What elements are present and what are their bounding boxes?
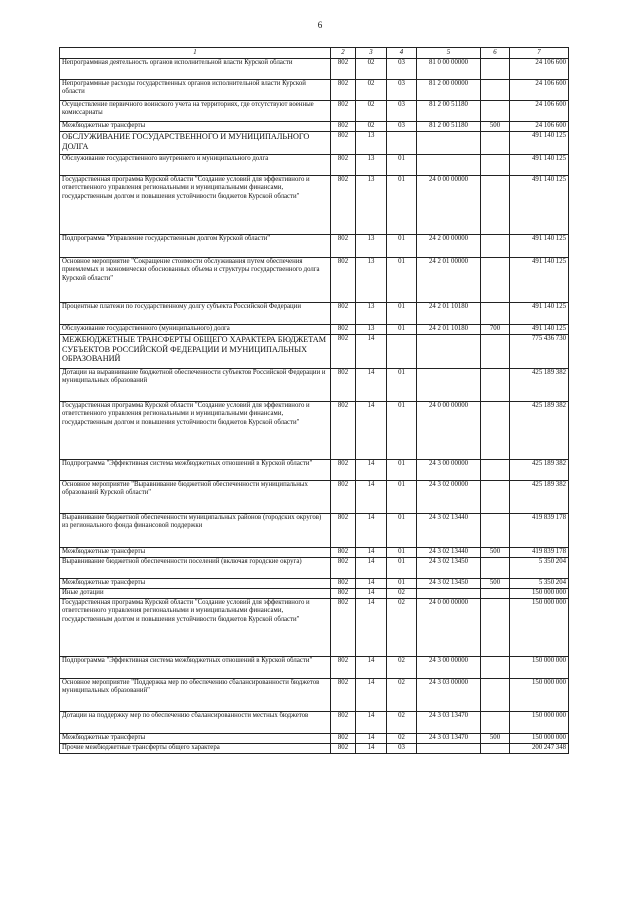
row-grbs: 802 <box>331 122 356 132</box>
row-name: Основное мероприятие "Поддержка мер по обеспечению сбалансированности бюджетов муниципальных образований" <box>60 679 331 712</box>
table-row <box>60 589 569 599</box>
row-target-article: 24 2 01 00000 <box>417 258 481 303</box>
row-subsection: 02 <box>387 589 417 599</box>
row-expense-type: 500 <box>481 548 510 558</box>
row-target-article: 81 2 00 00000 <box>417 80 481 101</box>
row-target-article: 24 3 00 00000 <box>417 657 481 679</box>
header-amount: 7 <box>510 48 569 59</box>
row-amount: 491 140 125 <box>510 303 569 325</box>
header-subsection: 4 <box>387 48 417 59</box>
row-subsection: 01 <box>387 303 417 325</box>
row-name: Выравнивание бюджетной обеспеченности муниципальных районов (городских округов) из регионального фонда финансовой поддержки <box>60 514 331 548</box>
row-grbs: 802 <box>331 712 356 734</box>
row-expense-type <box>481 132 510 155</box>
row-grbs: 802 <box>331 155 356 176</box>
table-row <box>60 122 569 132</box>
row-section: 14 <box>356 402 387 460</box>
row-name: Межбюджетные трансферты <box>60 548 331 558</box>
row-amount: 419 839 178 <box>510 548 569 558</box>
row-name: Основное мероприятие "Сокращение стоимости обслуживания путем обеспечения приемлемых и экономически обоснованных объема и структуры государственного долга Курской области" <box>60 258 331 303</box>
row-subsection: 01 <box>387 579 417 589</box>
row-amount: 491 140 125 <box>510 132 569 155</box>
row-target-article: 24 2 01 10180 <box>417 325 481 335</box>
header-section: 3 <box>356 48 387 59</box>
table-row <box>60 59 569 80</box>
table-row <box>60 558 569 579</box>
row-target-article <box>417 744 481 754</box>
row-amount: 425 189 382 <box>510 460 569 481</box>
row-name: Непрограммные расходы государственных органов исполнительной власти Курской области <box>60 80 331 101</box>
row-name: Прочие межбюджетные трансферты общего характера <box>60 744 331 754</box>
row-name: Межбюджетные трансферты <box>60 579 331 589</box>
row-name: Подпрограмма "Эффективная система межбюджетных отношений в Курской области" <box>60 460 331 481</box>
row-target-article <box>417 335 481 369</box>
row-section: 13 <box>356 176 387 235</box>
row-section: 14 <box>356 579 387 589</box>
row-subsection: 01 <box>387 514 417 548</box>
row-section: 14 <box>356 734 387 744</box>
row-amount: 150 000 000 <box>510 679 569 712</box>
row-section: 14 <box>356 460 387 481</box>
table-row <box>60 258 569 303</box>
table-row <box>60 369 569 402</box>
row-section: 14 <box>356 599 387 657</box>
row-target-article: 24 2 01 10180 <box>417 303 481 325</box>
table-row <box>60 325 569 335</box>
row-name: Подпрограмма "Управление государственным долгом Курской области" <box>60 235 331 258</box>
row-amount: 150 000 000 <box>510 657 569 679</box>
row-amount: 5 350 204 <box>510 579 569 589</box>
row-grbs: 802 <box>331 369 356 402</box>
row-amount: 200 247 348 <box>510 744 569 754</box>
row-subsection <box>387 335 417 369</box>
header-name: 1 <box>60 48 331 59</box>
row-expense-type <box>481 155 510 176</box>
row-grbs: 802 <box>331 514 356 548</box>
row-grbs: 802 <box>331 548 356 558</box>
row-amount: 425 189 382 <box>510 402 569 460</box>
row-expense-type <box>481 460 510 481</box>
table-row <box>60 132 569 155</box>
row-target-article: 24 0 00 00000 <box>417 176 481 235</box>
row-subsection: 01 <box>387 258 417 303</box>
row-expense-type: 700 <box>481 325 510 335</box>
row-expense-type <box>481 744 510 754</box>
row-name: Дотации на выравнивание бюджетной обеспеченности субъектов Российской Федерации и муниципальных образований <box>60 369 331 402</box>
table-row <box>60 176 569 235</box>
row-section: 14 <box>356 657 387 679</box>
row-amount: 419 839 178 <box>510 514 569 548</box>
row-name: Осуществление первичного воинского учета на территориях, где отсутствуют военные комиссариаты <box>60 101 331 122</box>
row-subsection: 01 <box>387 325 417 335</box>
row-grbs: 802 <box>331 589 356 599</box>
row-expense-type <box>481 514 510 548</box>
row-expense-type <box>481 176 510 235</box>
page-number: 6 <box>317 20 323 30</box>
row-name: Межбюджетные трансферты <box>60 122 331 132</box>
row-expense-type <box>481 303 510 325</box>
row-name: МЕЖБЮДЖЕТНЫЕ ТРАНСФЕРТЫ ОБЩЕГО ХАРАКТЕРА БЮДЖЕТАМ СУБЪЕКТОВ РОССИЙСКОЙ ФЕДЕРАЦИИ И МУНИЦИПАЛЬНЫХ ОБРАЗОВАНИЙ <box>60 335 331 369</box>
row-subsection: 01 <box>387 460 417 481</box>
table-row <box>60 335 569 369</box>
row-subsection <box>387 132 417 155</box>
row-section: 02 <box>356 80 387 101</box>
table-row <box>60 712 569 734</box>
row-section: 13 <box>356 325 387 335</box>
row-grbs: 802 <box>331 235 356 258</box>
row-grbs: 802 <box>331 679 356 712</box>
row-name: ОБСЛУЖИВАНИЕ ГОСУДАРСТВЕННОГО И МУНИЦИПАЛЬНОГО ДОЛГА <box>60 132 331 155</box>
row-amount: 150 000 000 <box>510 712 569 734</box>
row-name: Обслуживание государственного внутреннего и муниципального долга <box>60 155 331 176</box>
row-expense-type <box>481 59 510 80</box>
row-name: Государственная программа Курской области "Создание условий для эффективного и ответственного управления региональными и муниципальными финансами, государственным долгом и повышения устойчивости бюджетов Курской области" <box>60 599 331 657</box>
row-section: 13 <box>356 258 387 303</box>
row-subsection: 01 <box>387 548 417 558</box>
row-subsection: 01 <box>387 402 417 460</box>
row-target-article: 24 3 02 13440 <box>417 548 481 558</box>
row-target-article: 24 3 03 13470 <box>417 712 481 734</box>
row-amount: 24 106 600 <box>510 101 569 122</box>
row-target-article <box>417 589 481 599</box>
row-expense-type <box>481 558 510 579</box>
row-subsection: 01 <box>387 481 417 514</box>
row-subsection: 02 <box>387 657 417 679</box>
row-section: 14 <box>356 481 387 514</box>
row-name: Межбюджетные трансферты <box>60 734 331 744</box>
row-grbs: 802 <box>331 101 356 122</box>
row-section: 14 <box>356 712 387 734</box>
table-row <box>60 303 569 325</box>
row-section: 13 <box>356 235 387 258</box>
row-section: 13 <box>356 155 387 176</box>
row-target-article <box>417 369 481 402</box>
row-grbs: 802 <box>331 558 356 579</box>
row-expense-type <box>481 657 510 679</box>
row-grbs: 802 <box>331 599 356 657</box>
row-target-article <box>417 155 481 176</box>
row-amount: 491 140 125 <box>510 258 569 303</box>
row-section: 14 <box>356 514 387 548</box>
table-body <box>60 59 569 754</box>
table-row <box>60 481 569 514</box>
table-header-row <box>60 48 569 59</box>
row-expense-type <box>481 80 510 101</box>
row-expense-type <box>481 369 510 402</box>
row-name: Непрограммная деятельность органов исполнительной власти Курской области <box>60 59 331 80</box>
row-section: 14 <box>356 335 387 369</box>
row-name: Государственная программа Курской области "Создание условий для эффективного и ответственного управления региональными и муниципальными финансами, государственным долгом и повышения устойчивости бюджетов Курской области" <box>60 176 331 235</box>
row-expense-type <box>481 481 510 514</box>
table-row <box>60 101 569 122</box>
table-row <box>60 744 569 754</box>
table-row <box>60 679 569 712</box>
row-grbs: 802 <box>331 258 356 303</box>
header-target-article: 5 <box>417 48 481 59</box>
row-grbs: 802 <box>331 325 356 335</box>
row-grbs: 802 <box>331 335 356 369</box>
row-grbs: 802 <box>331 132 356 155</box>
table-row <box>60 80 569 101</box>
row-target-article: 24 3 02 00000 <box>417 481 481 514</box>
row-section: 14 <box>356 548 387 558</box>
row-subsection: 02 <box>387 599 417 657</box>
row-target-article <box>417 132 481 155</box>
row-expense-type <box>481 235 510 258</box>
row-amount: 24 106 600 <box>510 80 569 101</box>
table-row <box>60 579 569 589</box>
row-amount: 491 140 125 <box>510 155 569 176</box>
row-expense-type <box>481 258 510 303</box>
table-row <box>60 402 569 460</box>
row-section: 14 <box>356 744 387 754</box>
row-grbs: 802 <box>331 734 356 744</box>
row-amount: 491 140 125 <box>510 235 569 258</box>
header-grbs: 2 <box>331 48 356 59</box>
row-amount: 5 350 204 <box>510 558 569 579</box>
row-expense-type <box>481 712 510 734</box>
row-subsection: 03 <box>387 80 417 101</box>
row-expense-type <box>481 599 510 657</box>
row-name: Государственная программа Курской области "Создание условий для эффективного и ответственного управления региональными и муниципальными финансами, государственным долгом и повышения устойчивости бюджетов Курской области" <box>60 402 331 460</box>
row-subsection: 01 <box>387 176 417 235</box>
row-grbs: 802 <box>331 80 356 101</box>
row-section: 14 <box>356 558 387 579</box>
row-grbs: 802 <box>331 744 356 754</box>
row-expense-type: 500 <box>481 579 510 589</box>
row-expense-type <box>481 679 510 712</box>
row-subsection: 03 <box>387 59 417 80</box>
row-target-article: 24 0 00 00000 <box>417 402 481 460</box>
row-amount: 425 189 382 <box>510 481 569 514</box>
row-name: Выравнивание бюджетной обеспеченности поселений (включая городские округа) <box>60 558 331 579</box>
row-target-article: 24 3 02 13440 <box>417 514 481 548</box>
row-expense-type <box>481 101 510 122</box>
table-row <box>60 657 569 679</box>
row-target-article: 81 2 00 51180 <box>417 122 481 132</box>
row-target-article: 24 3 02 13450 <box>417 579 481 589</box>
row-expense-type <box>481 402 510 460</box>
row-grbs: 802 <box>331 402 356 460</box>
row-amount: 24 106 600 <box>510 59 569 80</box>
row-grbs: 802 <box>331 176 356 235</box>
row-section: 02 <box>356 59 387 80</box>
row-grbs: 802 <box>331 657 356 679</box>
table-row <box>60 460 569 481</box>
row-name: Процентные платежи по государственному долгу субъекта Российской Федерации <box>60 303 331 325</box>
row-target-article: 24 2 00 00000 <box>417 235 481 258</box>
row-subsection: 01 <box>387 558 417 579</box>
row-name: Дотации на поддержку мер по обеспечению сбалансированности местных бюджетов <box>60 712 331 734</box>
row-grbs: 802 <box>331 59 356 80</box>
row-amount: 24 106 600 <box>510 122 569 132</box>
row-target-article: 24 0 00 00000 <box>417 599 481 657</box>
row-target-article: 81 0 00 00000 <box>417 59 481 80</box>
row-amount: 491 140 125 <box>510 325 569 335</box>
row-target-article: 24 3 00 00000 <box>417 460 481 481</box>
row-subsection: 03 <box>387 122 417 132</box>
row-section: 02 <box>356 101 387 122</box>
row-grbs: 802 <box>331 303 356 325</box>
budget-table <box>59 47 569 754</box>
table-row <box>60 235 569 258</box>
row-target-article: 81 2 00 51180 <box>417 101 481 122</box>
row-target-article: 24 3 03 13470 <box>417 734 481 744</box>
row-grbs: 802 <box>331 579 356 589</box>
row-expense-type <box>481 589 510 599</box>
row-name: Основное мероприятие "Выравнивание бюджетной обеспеченности муниципальных образований Курской области" <box>60 481 331 514</box>
row-amount: 150 000 000 <box>510 734 569 744</box>
row-target-article: 24 3 02 13450 <box>417 558 481 579</box>
row-name: Обслуживание государственного (муниципального) долга <box>60 325 331 335</box>
row-amount: 491 140 125 <box>510 176 569 235</box>
row-section: 14 <box>356 679 387 712</box>
row-section: 13 <box>356 132 387 155</box>
row-subsection: 03 <box>387 744 417 754</box>
row-name: Иные дотации <box>60 589 331 599</box>
table-row <box>60 734 569 744</box>
row-amount: 775 436 730 <box>510 335 569 369</box>
row-section: 02 <box>356 122 387 132</box>
row-section: 13 <box>356 303 387 325</box>
row-amount: 150 000 000 <box>510 599 569 657</box>
row-name: Подпрограмма "Эффективная система межбюджетных отношений в Курской области" <box>60 657 331 679</box>
row-expense-type <box>481 335 510 369</box>
row-subsection: 01 <box>387 235 417 258</box>
table-row <box>60 514 569 548</box>
row-target-article: 24 3 03 00000 <box>417 679 481 712</box>
row-subsection: 02 <box>387 734 417 744</box>
table-row <box>60 599 569 657</box>
row-subsection: 01 <box>387 369 417 402</box>
row-section: 14 <box>356 589 387 599</box>
table-row <box>60 548 569 558</box>
row-subsection: 02 <box>387 679 417 712</box>
row-section: 14 <box>356 369 387 402</box>
row-expense-type: 500 <box>481 734 510 744</box>
row-subsection: 03 <box>387 101 417 122</box>
row-subsection: 01 <box>387 155 417 176</box>
row-grbs: 802 <box>331 481 356 514</box>
header-expense-type: 6 <box>481 48 510 59</box>
row-amount: 425 189 382 <box>510 369 569 402</box>
row-subsection: 02 <box>387 712 417 734</box>
row-grbs: 802 <box>331 460 356 481</box>
row-amount: 150 000 000 <box>510 589 569 599</box>
table-row <box>60 155 569 176</box>
row-expense-type: 500 <box>481 122 510 132</box>
